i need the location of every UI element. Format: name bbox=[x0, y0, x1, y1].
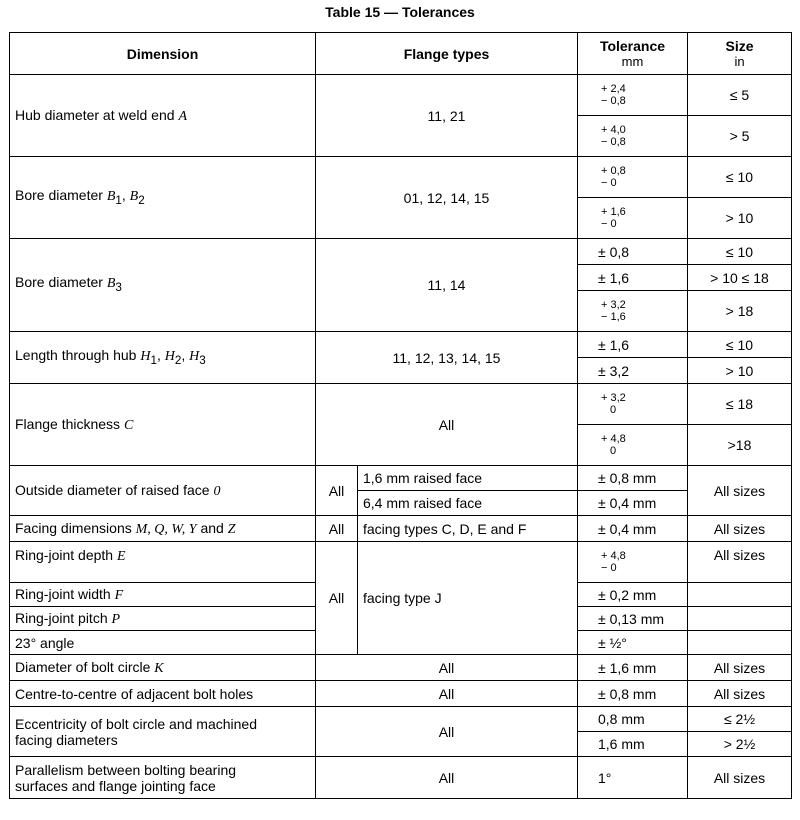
dimension-cell: Parallelism between bolting bearing surfaces and flange jointing face bbox=[10, 757, 316, 799]
header-flange-types: Flange types bbox=[316, 33, 578, 75]
table-row bbox=[10, 542, 792, 583]
tolerance-cell: + 3,2 0 bbox=[578, 384, 688, 425]
tolerance-cell: 0,8 mm bbox=[578, 707, 688, 732]
tolerance-cell: ± 0,4 mm bbox=[578, 491, 688, 516]
tolerance-cell: ± 1,6 bbox=[578, 265, 688, 291]
table-row bbox=[10, 516, 792, 542]
facing-type-cell: facing types C, D, E and F bbox=[358, 516, 578, 542]
size-cell: > 5 bbox=[688, 116, 792, 157]
header-dimension: Dimension bbox=[10, 33, 316, 75]
dimension-cell: Length through hub $H_1$, $H_2$, $H_3$ bbox=[10, 332, 316, 384]
tolerance-cell: ± 0,13 mm bbox=[578, 607, 688, 631]
table-row bbox=[10, 466, 792, 491]
size-cell bbox=[688, 631, 792, 655]
table-row bbox=[10, 681, 792, 707]
flange-types-cell: 11, 14 bbox=[316, 239, 578, 332]
dimension-cell: Flange thickness C bbox=[10, 384, 316, 466]
flange-types-cell: 11, 12, 13, 14, 15 bbox=[316, 332, 578, 384]
size-cell: ≤ 10 bbox=[688, 332, 792, 358]
size-cell: ≤ 10 bbox=[688, 157, 792, 198]
size-cell: > 2½ bbox=[688, 732, 792, 757]
size-cell bbox=[688, 607, 792, 631]
dimension-cell: Centre-to-centre of adjacent bolt holes bbox=[10, 681, 316, 707]
table-row bbox=[10, 707, 792, 732]
all-cell: All bbox=[316, 542, 358, 655]
size-cell: ≤ 2½ bbox=[688, 707, 792, 732]
flange-types-cell: All bbox=[316, 707, 578, 757]
all-cell: All bbox=[316, 516, 358, 542]
tolerance-cell: + 4,0 − 0,8 bbox=[578, 116, 688, 157]
table-row bbox=[10, 332, 792, 358]
size-cell: All sizes bbox=[688, 757, 792, 799]
tolerance-cell: ± ½° bbox=[578, 631, 688, 655]
flange-types-cell: All bbox=[316, 655, 578, 681]
tolerance-cell: ± 1,6 bbox=[578, 332, 688, 358]
facing-type-cell: 6,4 mm raised face bbox=[358, 491, 578, 516]
size-cell: ≤ 5 bbox=[688, 75, 792, 116]
tolerance-cell: 1,6 mm bbox=[578, 732, 688, 757]
size-cell: All sizes bbox=[688, 655, 792, 681]
size-cell: >18 bbox=[688, 425, 792, 466]
all-cell: All bbox=[316, 466, 358, 516]
flange-types-cell: All bbox=[316, 757, 578, 799]
table-row bbox=[10, 384, 792, 425]
dimension-cell: Facing dimensions M, Q, W, Y and Z bbox=[10, 516, 316, 542]
table-row bbox=[10, 157, 792, 198]
dimension-cell: Outside diameter of raised face 0 bbox=[10, 466, 316, 516]
header-tolerance: Tolerance mm bbox=[578, 33, 688, 75]
dimension-cell: Ring-joint pitch P bbox=[10, 607, 316, 631]
size-cell: > 10 ≤ 18 bbox=[688, 265, 792, 291]
dimension-cell: Ring-joint depth E bbox=[10, 542, 316, 583]
flange-types-cell: 01, 12, 14, 15 bbox=[316, 157, 578, 239]
size-cell: > 18 bbox=[688, 291, 792, 332]
tolerance-cell: + 0,8 − 0 bbox=[578, 157, 688, 198]
table-row bbox=[10, 239, 792, 265]
tolerance-cell: + 4,8 − 0 bbox=[578, 542, 688, 583]
dimension-cell: Hub diameter at weld end A bbox=[10, 75, 316, 157]
flange-types-cell: All bbox=[316, 384, 578, 466]
tolerance-cell: ± 0,8 mm bbox=[578, 466, 688, 491]
dimension-cell: Bore diameter $B_1$, $B_2$ bbox=[10, 157, 316, 239]
size-cell: ≤ 10 bbox=[688, 239, 792, 265]
size-cell: > 10 bbox=[688, 198, 792, 239]
size-cell: All sizes bbox=[688, 681, 792, 707]
tolerance-cell: + 2,4 − 0,8 bbox=[578, 75, 688, 116]
tolerance-cell: ± 1,6 mm bbox=[578, 655, 688, 681]
size-cell: All sizes bbox=[688, 516, 792, 542]
table-row bbox=[10, 655, 792, 681]
dimension-cell: Eccentricity of bolt circle and machined facing diameters bbox=[10, 707, 316, 757]
dimension-cell: Diameter of bolt circle K bbox=[10, 655, 316, 681]
tolerance-cell: ± 0,8 mm bbox=[578, 681, 688, 707]
flange-types-cell: All bbox=[316, 681, 578, 707]
dimension-cell: 23° angle bbox=[10, 631, 316, 655]
size-cell: > 10 bbox=[688, 358, 792, 384]
tolerance-cell: ± 0,4 mm bbox=[578, 516, 688, 542]
size-cell bbox=[688, 583, 792, 607]
size-cell: All sizes bbox=[688, 542, 792, 583]
table-row bbox=[10, 757, 792, 799]
dimension-cell: Ring-joint width F bbox=[10, 583, 316, 607]
table-title: Table 15 — Tolerances bbox=[325, 4, 475, 20]
size-cell: All sizes bbox=[688, 466, 792, 516]
facing-type-cell: facing type J bbox=[358, 542, 578, 655]
tolerance-cell: + 4,8 0 bbox=[578, 425, 688, 466]
header-size: Size in bbox=[688, 33, 792, 75]
tolerance-cell: ± 3,2 bbox=[578, 358, 688, 384]
tolerance-cell: + 3,2 − 1,6 bbox=[578, 291, 688, 332]
dimension-cell: Bore diameter $B_3$ bbox=[10, 239, 316, 332]
facing-type-cell: 1,6 mm raised face bbox=[358, 466, 578, 491]
flange-types-cell: 11, 21 bbox=[316, 75, 578, 157]
tolerance-cell: 1° bbox=[578, 757, 688, 799]
tolerance-cell: ± 0,8 bbox=[578, 239, 688, 265]
header-row bbox=[10, 33, 792, 75]
tolerances-table bbox=[9, 32, 792, 799]
tolerance-cell: + 1,6 − 0 bbox=[578, 198, 688, 239]
size-cell: ≤ 18 bbox=[688, 384, 792, 425]
table-row bbox=[10, 75, 792, 116]
tolerance-cell: ± 0,2 mm bbox=[578, 583, 688, 607]
